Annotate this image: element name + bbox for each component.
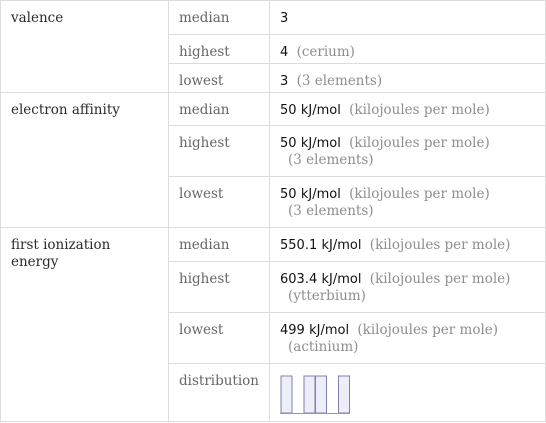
row-label-highest: highest [169,262,270,313]
histogram-bar [339,376,350,413]
row-label-median: median [169,93,270,126]
row-label-distribution: distribution [169,364,270,422]
valence-lowest-value [270,64,546,93]
row-label-lowest: lowest [169,177,270,228]
row-label-median: median [169,228,270,262]
group-label-electron-affinity: electron affinity [1,93,169,228]
value-subnote: (3 elements) [288,203,374,219]
row-label-highest: highest [169,35,270,64]
distribution-histogram [280,373,360,415]
group-label-valence: valence [1,1,169,93]
value-unit: kJ/mol [321,238,362,253]
value-note: (kilojoules per mole) [349,102,490,118]
value-subnote: (actinium) [288,339,359,355]
value-note: (kilojoules per mole) [349,186,490,202]
table-row [1,228,546,262]
electron-affinity-lowest-value [270,177,546,228]
value-number: 603.4 [280,272,318,287]
histogram-bar [316,376,327,413]
ionization-distribution-value [270,364,546,422]
table-row [1,1,546,35]
value-unit: kJ/mol [309,323,350,338]
value-number: 4 [280,45,289,60]
value-number: 499 [280,323,305,338]
value-note: (cerium) [296,44,355,60]
value-number: 3 [280,74,289,89]
value-number: 50 [280,187,297,202]
value-number: 550.1 [280,238,318,253]
group-label-first-ionization-energy: first ionization energy [1,228,169,422]
histogram-bar [304,376,315,413]
ionization-median-value [270,228,546,262]
value-note: (kilojoules per mole) [369,271,511,287]
ionization-highest-value [270,262,546,313]
value-subnote: (ytterbium) [288,288,366,304]
electron-affinity-highest-value [270,126,546,177]
value-unit: kJ/mol [300,187,341,202]
value-note: (kilojoules per mole) [357,322,499,338]
value-number: 3 [280,11,289,26]
histogram-chart [280,373,360,415]
value-unit: kJ/mol [300,136,341,151]
row-label-median: median [169,1,270,35]
row-label-highest: highest [169,126,270,177]
valence-median-value [270,1,546,35]
value-note: (3 elements) [296,73,383,89]
value-number: 50 [280,136,297,151]
value-unit: kJ/mol [300,103,341,118]
value-note: (kilojoules per mole) [369,237,511,253]
electron-affinity-median-value [270,93,546,126]
value-number: 50 [280,103,297,118]
value-subnote: (3 elements) [288,152,374,168]
row-label-lowest: lowest [169,64,270,93]
value-note: (kilojoules per mole) [349,135,490,151]
table-row [1,93,546,126]
histogram-bar [281,376,292,413]
valence-highest-value [270,35,546,64]
ionization-lowest-value [270,313,546,364]
row-label-lowest: lowest [169,313,270,364]
value-unit: kJ/mol [321,272,362,287]
